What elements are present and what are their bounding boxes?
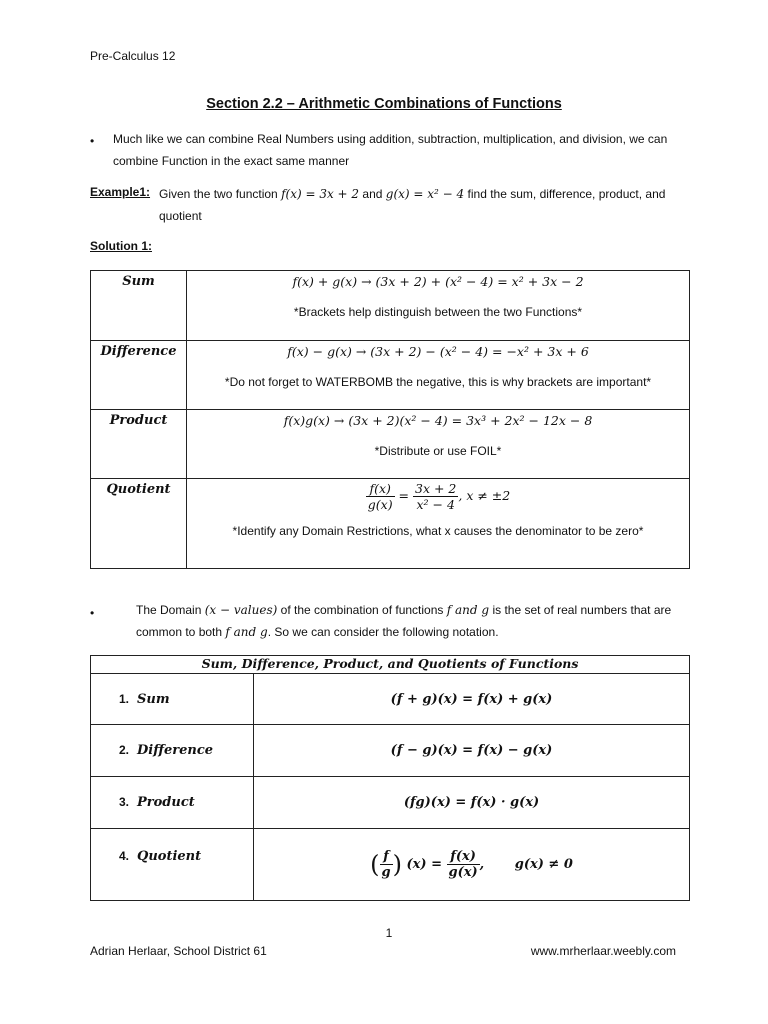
row-label: Quotient bbox=[137, 849, 202, 864]
row-label: Difference bbox=[91, 341, 187, 410]
quotient-f: f bbox=[380, 849, 393, 865]
quotient-g: g bbox=[381, 865, 391, 880]
row-label: Product bbox=[137, 795, 195, 810]
solution-row-difference bbox=[91, 341, 690, 410]
product-equation: f(x)g(x) → (3x + 2)(x² − 4) = 3x³ + 2x² − 12x − 8 bbox=[283, 413, 593, 428]
quotient-den: g(x) bbox=[448, 865, 478, 880]
product-note: *Distribute or use FOIL* bbox=[374, 444, 502, 458]
row-number: 2. bbox=[119, 743, 130, 757]
domain-text-f: f and g bbox=[225, 625, 268, 639]
page-title: Section 2.2 – Arithmetic Combinations of Functions bbox=[206, 96, 562, 112]
domain-text-d: f and g bbox=[446, 603, 490, 617]
row-number: 4. bbox=[119, 849, 130, 863]
quotient-den-2: x² − 4 bbox=[416, 497, 455, 512]
notation-row-quotient bbox=[91, 829, 690, 901]
difference-note: *Do not forget to WATERBOMB the negative, this is why brackets are important* bbox=[224, 375, 652, 389]
domain-text-g: . So we can consider the following notation. bbox=[267, 625, 499, 639]
notation-row-difference bbox=[91, 725, 690, 777]
notation-row-sum bbox=[91, 674, 690, 725]
row-label: Difference bbox=[137, 743, 214, 758]
row-label: Product bbox=[91, 410, 187, 479]
product-formula: (fg)(x) = f(x) · g(x) bbox=[254, 777, 690, 829]
example-label: Example1: bbox=[90, 185, 151, 199]
quotient-restriction: , x ≠ ±2 bbox=[458, 488, 511, 503]
quotient-num-1: f(x) bbox=[366, 481, 395, 497]
example-text-a: Given the two function bbox=[159, 187, 278, 201]
row-label: Quotient bbox=[91, 479, 187, 569]
bullet-icon: • bbox=[90, 606, 95, 620]
course-header: Pre-Calculus 12 bbox=[90, 49, 176, 63]
difference-formula: (f − g)(x) = f(x) − g(x) bbox=[254, 725, 690, 777]
row-number: 1. bbox=[119, 691, 130, 706]
domain-text-c: of the combination of functions bbox=[280, 603, 444, 617]
example-text-b: and bbox=[362, 187, 383, 201]
solution-label: Solution 1: bbox=[90, 239, 152, 253]
quotient-mid: (x) = bbox=[406, 857, 442, 872]
domain-text-e: is the set of real numbers that are common to both bbox=[136, 603, 672, 639]
page-number: 1 bbox=[385, 926, 393, 940]
quotient-equation: $\frac{f(x)}{g(x)}$ = $\frac{3x + 2}{\text{x² − 4}}$ , x ≠ ±2 bbox=[367, 481, 511, 512]
solution-row-product bbox=[91, 410, 690, 479]
notation-table-header: Sum, Difference, Product, and Quotients of Functions bbox=[91, 656, 690, 674]
quotient-note: *Identify any Domain Restrictions, what x causes the denominator to be zero* bbox=[232, 524, 644, 538]
sum-note: *Brackets help distinguish between the two Functions* bbox=[293, 305, 583, 319]
quotient-num-2: 3x + 2 bbox=[415, 481, 457, 496]
notation-row-product bbox=[91, 777, 690, 829]
footer-author: Adrian Herlaar, School District 61 bbox=[90, 944, 267, 958]
bullet-icon: • bbox=[90, 134, 95, 148]
footer-site-link[interactable]: www.mrherlaar.weebly.com bbox=[530, 944, 676, 958]
row-number: 3. bbox=[119, 795, 130, 809]
solution-row-sum bbox=[91, 271, 690, 341]
solution-table bbox=[90, 270, 690, 569]
g-definition: g(x) = x² − 4 bbox=[385, 187, 465, 201]
solution-row-quotient bbox=[91, 479, 690, 569]
domain-text bbox=[136, 599, 696, 643]
example-text bbox=[159, 183, 694, 227]
notation-table bbox=[90, 655, 690, 901]
example-text-c: find the sum, difference, product, and quotient bbox=[159, 187, 666, 223]
domain-text-b: (x − values) bbox=[204, 603, 278, 617]
sum-formula: (f + g)(x) = f(x) + g(x) bbox=[254, 674, 690, 725]
quotient-restriction: g(x) ≠ 0 bbox=[514, 857, 573, 872]
row-label: Sum bbox=[137, 691, 170, 707]
quotient-num: f(x) bbox=[447, 849, 480, 865]
row-label: Sum bbox=[91, 271, 187, 341]
sum-equation: f(x) + g(x) → (3x + 2) + (x² − 4) = x² + 3x − 2 bbox=[292, 274, 584, 289]
f-definition: f(x) = 3x + 2 bbox=[281, 187, 360, 201]
intro-text: Much like we can combine Real Numbers using addition, subtraction, multiplication, and division, we can combine Function in the exact same manner bbox=[113, 132, 668, 168]
domain-text-a: The Domain bbox=[136, 603, 202, 617]
quotient-formula: ( $\frac{f}{g}$ ) (x) = $\frac{f(x)}{g(x)}$ , g(x) ≠ 0 bbox=[254, 829, 690, 901]
difference-equation: f(x) − g(x) → (3x + 2) − (x² − 4) = −x² + 3x + 6 bbox=[287, 344, 589, 359]
quotient-den-1: g(x) bbox=[367, 497, 393, 512]
